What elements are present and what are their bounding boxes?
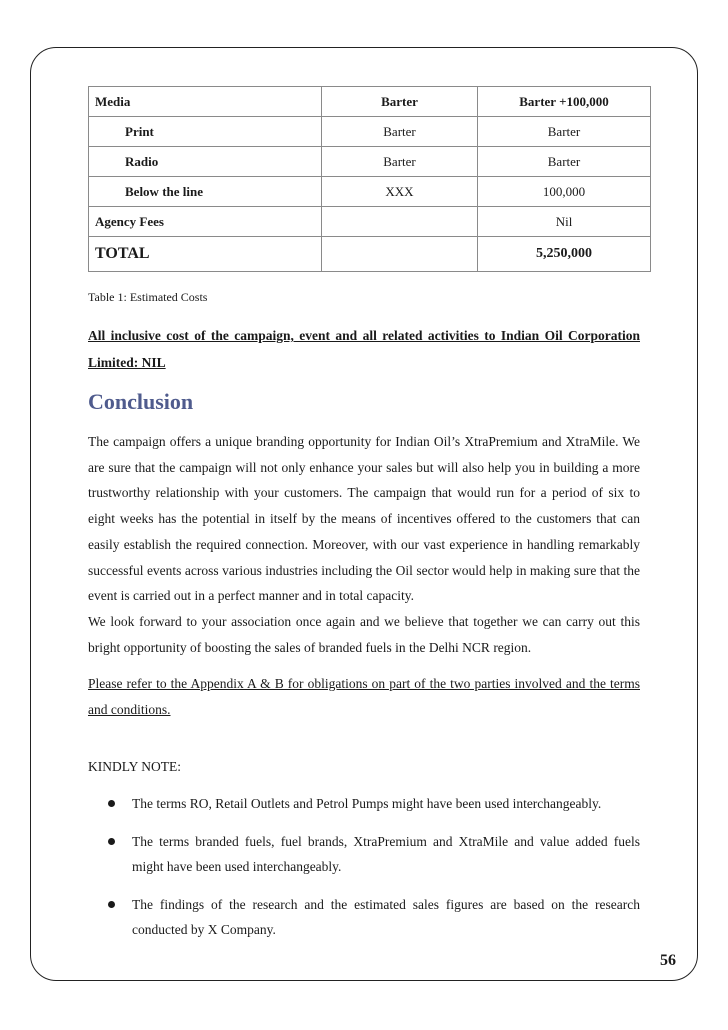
list-item-text: The terms branded fuels, fuel brands, XtraPremium and XtraMile and value added fuels might have been used interchangeably. xyxy=(132,833,640,874)
kindly-note-list xyxy=(88,791,640,955)
table-cell: 100,000 xyxy=(478,177,651,207)
table-header-row xyxy=(89,87,651,117)
table-cell: Radio xyxy=(89,147,322,177)
list-item xyxy=(88,829,640,880)
table-total-row xyxy=(89,237,651,272)
list-item xyxy=(88,892,640,943)
bullet-icon xyxy=(108,838,115,845)
conclusion-paragraph: We look forward to your association once again and we believe that together we can carry out this bright opportunity of boosting the sales of branded fuels in the Delhi NCR region. xyxy=(88,614,640,655)
table-cell xyxy=(322,207,478,237)
section-heading: Conclusion xyxy=(88,389,194,414)
table-row xyxy=(89,147,651,177)
kindly-note-title: KINDLY NOTE: xyxy=(88,759,182,774)
table-caption: Table 1: Estimated Costs xyxy=(88,290,208,304)
cost-note: All inclusive cost of the campaign, event and all related activities to Indian Oil Corporation Limited: NIL xyxy=(88,328,640,370)
conclusion-paragraph: The campaign offers a unique branding opportunity for Indian Oil’s XtraPremium and XtraMile. We are sure that the campaign will not only enhance your sales but will also help you in building a more trustworthy relationship with your customers. The campaign that would run for a period of six to eight weeks has the potential in itself by the means of incentives offered to the customers that can easily establish the required connection. Moreover, with our vast experience in handling remarkably successful events across various industries including the Oil sector would help in making sure that the event is carried out in a perfect manner and in total capacity. xyxy=(88,434,640,604)
table-row xyxy=(89,207,651,237)
table-cell: Below the line xyxy=(89,177,322,207)
table-cell: Agency Fees xyxy=(89,207,322,237)
table-row xyxy=(89,177,651,207)
appendix-reference: Please refer to the Appendix A & B for obligations on part of the two parties involved and the terms and conditions. xyxy=(88,676,640,717)
table-cell: TOTAL xyxy=(89,237,322,272)
list-item-text: The terms RO, Retail Outlets and Petrol Pumps might have been used interchangeably. xyxy=(132,796,602,811)
table-cell xyxy=(322,237,478,272)
table-cell: Barter xyxy=(322,117,478,147)
table-cell: Barter +100,000 xyxy=(478,87,651,117)
table-cell: Barter xyxy=(322,147,478,177)
estimated-costs-table xyxy=(88,86,651,272)
table-row xyxy=(89,117,651,147)
table-cell: Print xyxy=(89,117,322,147)
list-item xyxy=(88,791,640,817)
table-cell: Barter xyxy=(478,147,651,177)
table-cell: Media xyxy=(89,87,322,117)
bullet-icon xyxy=(108,901,115,908)
bullet-icon xyxy=(108,800,115,807)
list-item-text: The findings of the research and the estimated sales figures are based on the research conducted by X Company. xyxy=(132,896,640,937)
page-number: 56 xyxy=(660,952,676,969)
table-cell: XXX xyxy=(322,177,478,207)
table-cell: Nil xyxy=(478,207,651,237)
table-cell: Barter xyxy=(478,117,651,147)
table-cell: 5,250,000 xyxy=(478,237,651,272)
table-cell: Barter xyxy=(322,87,478,117)
